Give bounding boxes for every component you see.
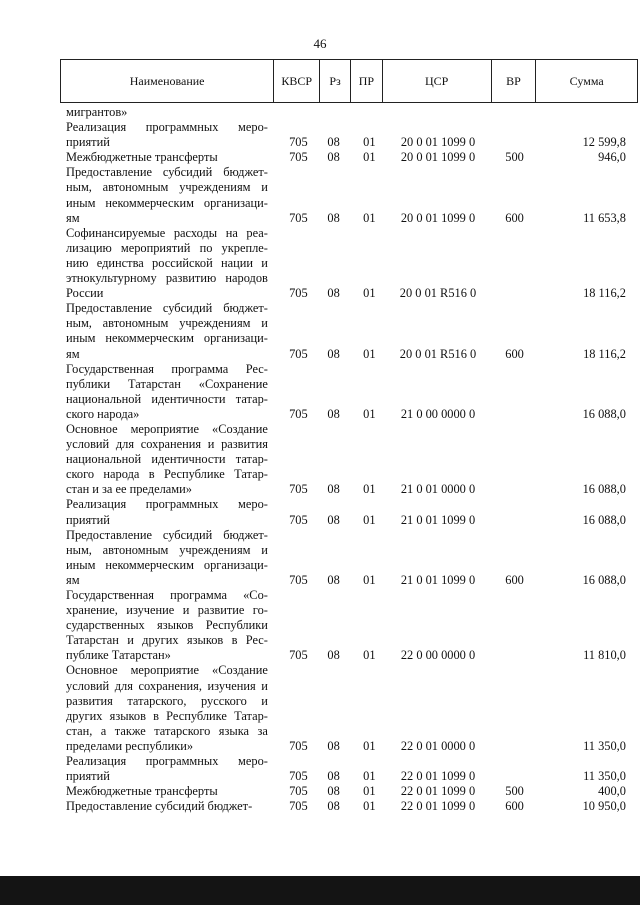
row-name-line: ным, автономным учреждениям и xyxy=(66,180,268,195)
row-csr: 21 0 01 1099 0 xyxy=(400,512,476,527)
row-name-line: Государственная программа «Со- xyxy=(66,588,268,602)
row-csr: 22 0 01 1099 0 xyxy=(400,799,476,814)
row-kvsr: 705 xyxy=(289,150,308,165)
header-pr: ПР xyxy=(351,60,383,102)
row-kvsr: 705 xyxy=(289,210,308,225)
table-row xyxy=(66,663,626,754)
row-name-line: условий для сохранения, изучения и xyxy=(66,678,268,693)
row-name-line: условий для сохранения и развития xyxy=(66,437,268,452)
table-row xyxy=(66,497,626,527)
row-kvsr: 705 xyxy=(289,769,308,784)
row-name-line: ным, автономным учреждениям и xyxy=(66,316,268,331)
row-rz: 08 xyxy=(327,572,340,587)
header-sum: Сумма xyxy=(569,73,604,88)
header-rz: Рз xyxy=(320,60,351,102)
row-name-line: национальной идентичности татар- xyxy=(66,452,268,467)
row-pr: 01 xyxy=(363,799,376,814)
row-name-line: иным некоммерческим организаци- xyxy=(66,557,268,572)
row-rz: 08 xyxy=(327,799,340,814)
row-pr: 01 xyxy=(363,769,376,784)
table-row xyxy=(66,120,626,150)
row-name-line: Предоставление субсидий бюджет- xyxy=(66,799,253,814)
row-csr: 21 0 01 0000 0 xyxy=(400,482,476,497)
row-vr: 600 xyxy=(505,799,524,814)
row-name-line: Межбюджетные трансферты xyxy=(66,150,218,165)
table-row xyxy=(66,165,626,225)
row-kvsr: 705 xyxy=(289,346,308,361)
row-kvsr: 705 xyxy=(289,784,308,799)
row-kvsr: 705 xyxy=(289,572,308,587)
table-row xyxy=(66,799,626,814)
row-name-line: публики Татарстан «Сохранение xyxy=(66,376,268,391)
row-name-line: Реализация программных меро- xyxy=(66,120,268,135)
row-name xyxy=(66,588,268,663)
row-csr: 22 0 01 1099 0 xyxy=(400,784,476,799)
row-name-line: других языков в Республике Татар- xyxy=(66,708,268,723)
row-name-line: нию единства российской нации и xyxy=(66,255,268,270)
row-csr: 20 0 01 1099 0 xyxy=(400,210,476,225)
row-name-line: иным некоммерческим организаци- xyxy=(66,195,268,210)
row-rz: 08 xyxy=(327,784,340,799)
row-rz: 08 xyxy=(327,648,340,663)
table-row xyxy=(66,105,626,120)
row-name-line: Предоставление субсидий бюджет- xyxy=(66,165,268,180)
row-name xyxy=(66,497,268,527)
row-kvsr: 705 xyxy=(289,512,308,527)
row-name xyxy=(66,150,268,165)
row-pr: 01 xyxy=(363,482,376,497)
row-kvsr: 705 xyxy=(289,799,308,814)
row-vr: 500 xyxy=(505,150,524,165)
table-row xyxy=(66,754,626,784)
row-rz: 08 xyxy=(327,150,340,165)
row-name-line: ского народа в Республике Татар- xyxy=(66,467,268,482)
row-name-line: ям xyxy=(66,346,80,361)
row-csr: 21 0 01 1099 0 xyxy=(400,572,476,587)
row-sum: 11 810,0 xyxy=(583,648,626,663)
row-name xyxy=(66,105,268,120)
row-name-line: ского народа» xyxy=(66,406,140,421)
row-csr: 22 0 01 1099 0 xyxy=(400,769,476,784)
header-csr: ЦСР xyxy=(383,60,492,102)
row-pr: 01 xyxy=(363,406,376,421)
row-name-line: хранение, изучение и развитие го- xyxy=(66,603,268,618)
row-sum: 16 088,0 xyxy=(582,482,626,497)
row-name-line: Государственная программа Рес- xyxy=(66,361,268,376)
table-row xyxy=(66,301,626,361)
row-name xyxy=(66,422,268,497)
row-kvsr: 705 xyxy=(289,738,308,753)
row-vr: 600 xyxy=(505,210,524,225)
header-kvsr: КВСР xyxy=(274,60,320,102)
row-sum: 18 116,2 xyxy=(583,346,626,361)
row-csr: 22 0 00 0000 0 xyxy=(400,648,476,663)
row-csr: 22 0 01 0000 0 xyxy=(400,738,476,753)
row-name-line: Межбюджетные трансферты xyxy=(66,784,218,799)
row-csr: 21 0 00 0000 0 xyxy=(400,406,476,421)
row-csr: 20 0 01 1099 0 xyxy=(400,135,476,150)
row-name xyxy=(66,663,268,754)
row-name-line: ям xyxy=(66,210,80,225)
table-row xyxy=(66,226,626,301)
row-name xyxy=(66,528,268,588)
row-kvsr: 705 xyxy=(289,482,308,497)
row-name-line: лизацию мероприятий по укрепле- xyxy=(66,240,268,255)
row-name-line: пределами республики» xyxy=(66,738,194,753)
row-rz: 08 xyxy=(327,210,340,225)
row-name-line: Предоставление субсидий бюджет- xyxy=(66,301,268,316)
row-sum: 16 088,0 xyxy=(582,572,626,587)
row-name-line: приятий xyxy=(66,135,110,150)
header-vr: ВР xyxy=(492,60,537,102)
row-pr: 01 xyxy=(363,135,376,150)
row-rz: 08 xyxy=(327,346,340,361)
row-rz: 08 xyxy=(327,135,340,150)
row-name-line: сударственных языков Республики xyxy=(66,618,268,633)
table-body xyxy=(66,105,626,814)
row-pr: 01 xyxy=(363,784,376,799)
row-pr: 01 xyxy=(363,150,376,165)
table-row xyxy=(66,784,626,799)
row-kvsr: 705 xyxy=(289,286,308,301)
row-name-line: приятий xyxy=(66,769,110,784)
row-csr: 20 0 01 R516 0 xyxy=(399,346,477,361)
table-header xyxy=(60,59,638,103)
row-sum: 16 088,0 xyxy=(582,406,626,421)
row-rz: 08 xyxy=(327,738,340,753)
row-pr: 01 xyxy=(363,738,376,753)
row-sum: 11 350,0 xyxy=(583,769,626,784)
row-name xyxy=(66,799,268,814)
row-name-line: публике Татарстан» xyxy=(66,648,171,663)
page-number: 46 xyxy=(313,36,327,51)
row-sum: 11 350,0 xyxy=(583,738,626,753)
header-name: Наименование xyxy=(61,60,274,102)
row-name-line: мигрантов» xyxy=(66,105,128,119)
row-name-line: Реализация программных меро- xyxy=(66,754,268,769)
row-sum: 18 116,2 xyxy=(583,286,626,301)
row-name-line: развития татарского, русского и xyxy=(66,693,268,708)
row-name-line: Основное мероприятие «Создание xyxy=(66,421,268,436)
row-name-line: приятий xyxy=(66,512,110,527)
row-name xyxy=(66,754,268,784)
row-name-line: Предоставление субсидий бюджет- xyxy=(66,527,268,542)
row-pr: 01 xyxy=(363,210,376,225)
row-pr: 01 xyxy=(363,648,376,663)
row-vr: 600 xyxy=(505,346,524,361)
row-name xyxy=(66,226,268,301)
row-name-line: иным некоммерческим организаци- xyxy=(66,331,268,346)
row-kvsr: 705 xyxy=(289,406,308,421)
row-vr: 600 xyxy=(505,572,524,587)
row-pr: 01 xyxy=(363,512,376,527)
row-name-line: Софинансируемые расходы на реа- xyxy=(66,225,268,240)
table-row xyxy=(66,528,626,588)
table-row xyxy=(66,422,626,497)
row-pr: 01 xyxy=(363,572,376,587)
row-sum: 12 599,8 xyxy=(582,135,626,150)
row-rz: 08 xyxy=(327,286,340,301)
row-name-line: Реализация программных меро- xyxy=(66,497,268,512)
row-sum: 11 653,8 xyxy=(583,210,626,225)
table-row xyxy=(66,150,626,165)
row-pr: 01 xyxy=(363,286,376,301)
row-vr: 500 xyxy=(505,784,524,799)
row-csr: 20 0 01 1099 0 xyxy=(400,150,476,165)
row-name-line: Татарстан и других языков в Рес- xyxy=(66,633,268,648)
row-rz: 08 xyxy=(327,769,340,784)
row-rz: 08 xyxy=(327,512,340,527)
row-sum: 16 088,0 xyxy=(582,512,626,527)
row-pr: 01 xyxy=(363,346,376,361)
row-name-line: Основное мероприятие «Создание xyxy=(66,663,268,678)
row-name-line: этнокультурному развитию народов xyxy=(66,271,268,286)
row-sum: 400,0 xyxy=(598,784,626,799)
row-name xyxy=(66,120,268,150)
row-name-line: ям xyxy=(66,572,80,587)
row-sum: 946,0 xyxy=(598,150,626,165)
row-name-line: национальной идентичности татар- xyxy=(66,391,268,406)
row-name-line: ным, автономным учреждениям и xyxy=(66,542,268,557)
row-name xyxy=(66,301,268,361)
row-name xyxy=(66,784,268,799)
row-name-line: России xyxy=(66,286,104,301)
table-row xyxy=(66,362,626,422)
row-csr: 20 0 01 R516 0 xyxy=(399,286,477,301)
table-row xyxy=(66,588,626,663)
row-name-line: стан, а также татарского языка за xyxy=(66,723,268,738)
row-kvsr: 705 xyxy=(289,648,308,663)
row-name-line: стан и за ее пределами» xyxy=(66,482,192,497)
row-rz: 08 xyxy=(327,482,340,497)
row-sum: 10 950,0 xyxy=(582,799,626,814)
row-name xyxy=(66,362,268,422)
row-name xyxy=(66,165,268,225)
row-kvsr: 705 xyxy=(289,135,308,150)
scan-border xyxy=(0,876,640,905)
row-rz: 08 xyxy=(327,406,340,421)
